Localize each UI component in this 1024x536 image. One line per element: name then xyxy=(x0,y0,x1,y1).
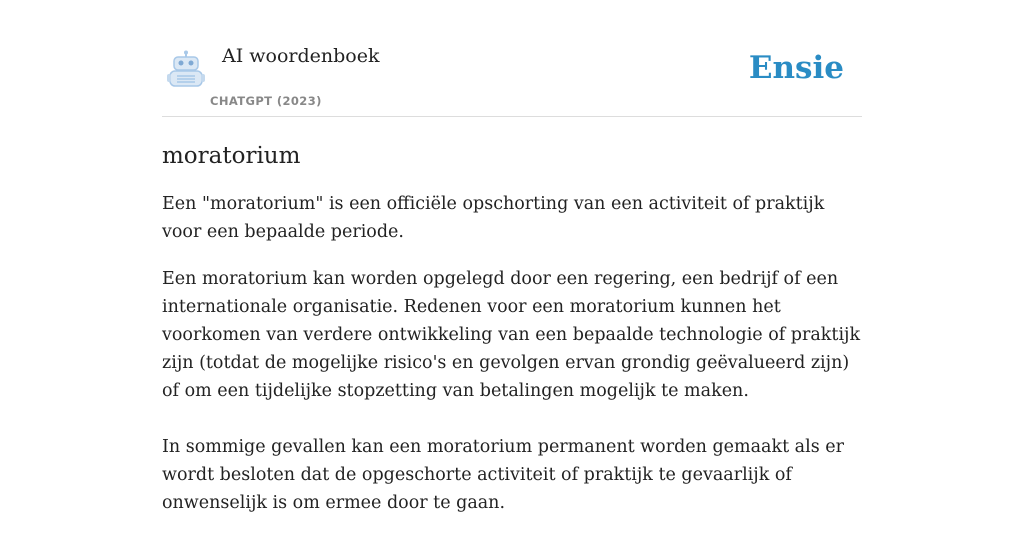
dictionary-header xyxy=(162,0,862,117)
dictionary-source: CHATGPT (2023) xyxy=(210,94,322,108)
entry-definition xyxy=(162,190,862,517)
entry-term: moratorium xyxy=(162,143,301,169)
ensie-logo-link[interactable]: Ensie xyxy=(748,50,844,86)
definition-paragraph: In sommige gevallen kan een moratorium permanent worden gemaakt als er wordt besloten dat de opgeschorte activiteit of praktijk te gevaarlijk of onwenselijk is om ermee door te gaan. xyxy=(162,437,844,513)
robot-icon xyxy=(166,50,206,90)
page xyxy=(162,0,862,536)
dictionary-title[interactable]: AI woordenboek xyxy=(222,45,380,67)
definition-paragraph: Een moratorium kan worden opgelegd door een regering, een bedrijf of een internationale organisatie. Redenen voor een moratorium kunnen het voorkomen van verdere ontwikkeling van een bepaalde technologie of praktijk zijn (totdat de mogelijke risico's en gevolgen ervan grondig geëvalueerd zijn) of om een tijdelijke stopzetting van betalingen mogelijk te maken. xyxy=(162,269,861,401)
definition-paragraph: Een "moratorium" is een officiële opschorting van een activiteit of praktijk voor een bepaalde periode. xyxy=(162,194,825,242)
